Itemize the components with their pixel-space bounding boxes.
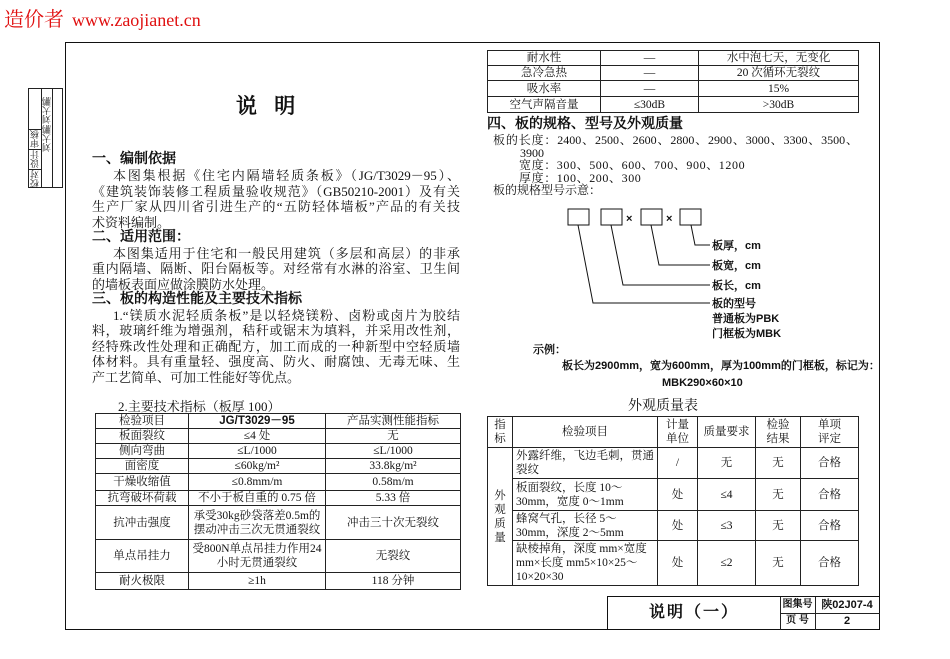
- multiply-sign: ×: [666, 213, 673, 225]
- model-diagram: [555, 200, 800, 345]
- section2-heading: 二、适用范围：: [92, 230, 190, 245]
- table-header-cell: 质量要求: [698, 417, 756, 448]
- example-label: 示例：: [533, 344, 566, 356]
- watermark-site-name: 造价者: [4, 9, 64, 31]
- table-row: [488, 97, 859, 113]
- table-cell: 20 次循环无裂纹: [699, 66, 859, 81]
- table-cell: 无: [756, 511, 801, 541]
- appearance-table-title: 外观质量表: [628, 399, 698, 414]
- table-cell: 处: [658, 541, 698, 586]
- table-cell: —: [601, 66, 699, 81]
- table-row: [488, 448, 859, 479]
- header-result: 检验结果: [766, 419, 790, 445]
- table-cell: 吸水率: [488, 81, 601, 97]
- leader-line-model: [578, 225, 710, 303]
- tech-table-continuation: [487, 50, 859, 113]
- spec-length: 板的长度：2400、2500、2600、2800、2900、3000、3300、3500、: [493, 133, 858, 147]
- table-cell: 承受30kg砂袋落差0.5m的摆动冲击三次无贯通裂纹: [189, 506, 326, 540]
- role-proofread: 校对: [30, 170, 40, 188]
- table-cell: 抗弯破坏荷载: [96, 491, 189, 506]
- spec-thickness: 厚度：100、200、300: [519, 171, 642, 185]
- table-cell: 面密度: [96, 459, 189, 474]
- table-row: [96, 573, 461, 590]
- atlas-number-label: 图集号: [782, 599, 813, 610]
- role-design: 设计: [30, 150, 40, 168]
- table-cell: ≥1h: [189, 573, 326, 590]
- table-cell: 118 分钟: [326, 573, 461, 590]
- table-cell: 水中泡七天，无变化: [699, 51, 859, 66]
- table-cell: 处: [658, 479, 698, 511]
- table-cell: 冲击三十次无裂纹: [326, 506, 461, 540]
- table-header-cell: 检验项目: [96, 414, 189, 429]
- leader-line-thickness: [691, 225, 710, 245]
- section2-line: 本图集适用于住宅和一般民用建筑（多层和高层）的非承: [113, 246, 460, 261]
- table-cell: ≤L/1000: [189, 444, 326, 459]
- role-review: 审核: [30, 130, 40, 148]
- model-code-box: [568, 209, 589, 225]
- table-cell: 板面裂纹，长度 10～30mm，宽度 0～1mm: [513, 479, 658, 511]
- group-cell: [488, 448, 513, 586]
- table-row: [96, 459, 461, 474]
- table-cell: 合格: [801, 448, 859, 479]
- table-cell: 干燥收缩值: [96, 474, 189, 491]
- table-cell: 合格: [801, 511, 859, 541]
- table-row: [488, 51, 859, 66]
- label-width: 板宽，cm: [712, 260, 761, 272]
- table-cell: 抗冲击强度: [96, 506, 189, 540]
- table-cell: —: [601, 51, 699, 66]
- table-cell: 耐火极限: [96, 573, 189, 590]
- signer-name: 刘大鹏: [42, 125, 52, 152]
- table-row: [96, 474, 461, 491]
- section3-line: 产工艺简单、可加工性能好等优点。: [92, 370, 301, 385]
- section3-line: 1.“镁质水泥轻质条板”是以轻烧镁粉、卤粉或卤片为胶结: [113, 308, 460, 323]
- table-cell: 15%: [699, 81, 859, 97]
- table-cell: 处: [658, 511, 698, 541]
- diagram-title: 板的规格型号示意：: [493, 183, 602, 197]
- section2-line: 重内隔墙、隔断、阳台隔板等。对经常有水淋的浴室、卫生间: [92, 261, 460, 276]
- section3-line: 料，玻璃纤维为增强剂，秸秆或锯末为填料，并采用改性剂，: [92, 323, 460, 338]
- table-header-cell: 产品实测性能指标: [326, 414, 461, 429]
- table-row: [488, 541, 859, 586]
- watermark-url: www.zaojianet.cn: [72, 10, 201, 30]
- group-label: 外观质量: [494, 489, 506, 544]
- table-header-cell: [801, 417, 859, 448]
- multiply-sign: ×: [626, 213, 633, 225]
- table-cell: 无: [756, 541, 801, 586]
- table-cell: 5.33 倍: [326, 491, 461, 506]
- table-cell: 无: [756, 479, 801, 511]
- table-cell: 合格: [801, 479, 859, 511]
- table-row: [488, 81, 859, 97]
- width-box: [641, 209, 662, 225]
- section4-heading: 四、板的规格、型号及外观质量: [487, 117, 683, 132]
- table-cell: ≤4 处: [189, 429, 326, 444]
- table-row: [488, 479, 859, 511]
- section1-line: 术资料编制。: [92, 215, 171, 230]
- page-number: 2: [843, 615, 851, 627]
- table-row: [96, 429, 461, 444]
- table-header-row: [488, 417, 859, 448]
- table-header-cell: [488, 417, 513, 448]
- spec-width: 宽度：300、500、600、700、900、1200: [519, 158, 746, 172]
- table-cell: >30dB: [699, 97, 859, 113]
- length-box: [601, 209, 622, 225]
- section2-line: 的墙板表面应做涂膜防水处理。: [92, 277, 275, 292]
- note-standard-board: 普通板为PBK: [712, 313, 780, 325]
- table-cell: 空气声隔音量: [488, 97, 601, 113]
- table-row: [96, 540, 461, 573]
- table-row: [96, 506, 461, 540]
- tech-table-caption: 2.主要技术指标（板厚 100）: [118, 399, 281, 414]
- label-model: 板的型号: [712, 298, 756, 310]
- label-thickness: 板厚，cm: [712, 240, 761, 252]
- table-cell: 受800N单点吊挂力作用24小时无贯通裂纹: [189, 540, 326, 573]
- section3-line: 体材料。具有重量轻、强度高、防火、耐腐蚀、无毒无味、生: [92, 354, 460, 369]
- table-cell: 不小于板自重的 0.75 倍: [189, 491, 326, 506]
- section1-heading: 一、编制依据: [92, 152, 176, 167]
- table-cell: 板面裂纹: [96, 429, 189, 444]
- header-unit: 计量单位: [666, 419, 689, 445]
- table-cell: 0.58m/m: [326, 474, 461, 491]
- header-indicator: 指标: [494, 419, 506, 445]
- table-row: [488, 66, 859, 81]
- table-cell: 侧向弯曲: [96, 444, 189, 459]
- signoff-sidebar: [28, 88, 63, 188]
- table-row: [488, 511, 859, 541]
- spec-length-continued: 3900: [520, 146, 544, 160]
- table-cell: 蜂窝气孔，长径 5～30mm，深度 2～5mm: [513, 511, 658, 541]
- table-cell: 无: [698, 448, 756, 479]
- table-row: [96, 444, 461, 459]
- signer-name: 刘大鹏: [42, 97, 52, 124]
- sidebar-divider: [52, 89, 53, 187]
- table-header-cell: [658, 417, 698, 448]
- table-cell: 无裂纹: [326, 540, 461, 573]
- table-cell: ≤60kg/m²: [189, 459, 326, 474]
- example-marking: MBK290×60×10: [662, 377, 743, 389]
- table-cell: ≤L/1000: [326, 444, 461, 459]
- page-title: 说 明: [236, 94, 302, 118]
- atlas-number: 陕02J07-4: [821, 599, 873, 611]
- table-cell: 外露纤维，飞边毛刺，贯通裂纹: [513, 448, 658, 479]
- label-length: 板长，cm: [712, 280, 761, 292]
- table-cell: 合格: [801, 541, 859, 586]
- section1-line: 本图集根据《住宅内隔墙轻质条板》（JG/T3029－95）、: [113, 168, 460, 183]
- table-cell: 耐水性: [488, 51, 601, 66]
- title-block: [607, 596, 880, 630]
- table-cell: ≤0.8mm/m: [189, 474, 326, 491]
- table-cell: 单点吊挂力: [96, 540, 189, 573]
- appearance-table: [487, 416, 859, 586]
- table-cell: ≤4: [698, 479, 756, 511]
- example-text: 板长为2900mm，宽为600mm，厚为100mm的门框板，标记为：: [562, 360, 880, 372]
- table-cell: —: [601, 81, 699, 97]
- note-door-frame-board: 门框板为MBK: [712, 328, 782, 340]
- section1-line: 《建筑装饰装修工程质量验收规范》（GB50210-2001）及有关: [92, 184, 460, 199]
- table-cell: 无: [326, 429, 461, 444]
- table-cell: ≤30dB: [601, 97, 699, 113]
- table-row: [96, 491, 461, 506]
- leader-line-length: [611, 225, 710, 285]
- section3-heading: 三、板的构造性能及主要技术指标: [92, 292, 302, 307]
- tech-table: [95, 413, 461, 590]
- drawing-title: 说明（一）: [648, 604, 739, 621]
- table-cell: ≤2: [698, 541, 756, 586]
- table-cell: 无: [756, 448, 801, 479]
- table-cell: 33.8kg/m²: [326, 459, 461, 474]
- table-cell: 急冷急热: [488, 66, 601, 81]
- page-number-label: 页 号: [786, 615, 809, 626]
- section3-line: 经特殊改性处理和正确配方，加工而成的一种新型中空轻质墙: [92, 339, 460, 354]
- table-cell: ≤3: [698, 511, 756, 541]
- table-header-row: [96, 414, 461, 429]
- section1-line: 生产厂家从四川省引进生产的“五防轻体墙板”产品的有关技: [92, 199, 460, 214]
- watermark: [4, 3, 201, 32]
- table-cell: 缺棱掉角，深度 mm×宽度 mm×长度 mm5×10×25～10×20×30: [513, 541, 658, 586]
- table-header-cell: [756, 417, 801, 448]
- table-cell: /: [658, 448, 698, 479]
- table-header-cell: JG/T3029－95: [189, 414, 326, 429]
- header-assessment: 单项评定: [818, 419, 841, 445]
- thickness-box: [680, 209, 701, 225]
- table-header-cell: 检验项目: [513, 417, 658, 448]
